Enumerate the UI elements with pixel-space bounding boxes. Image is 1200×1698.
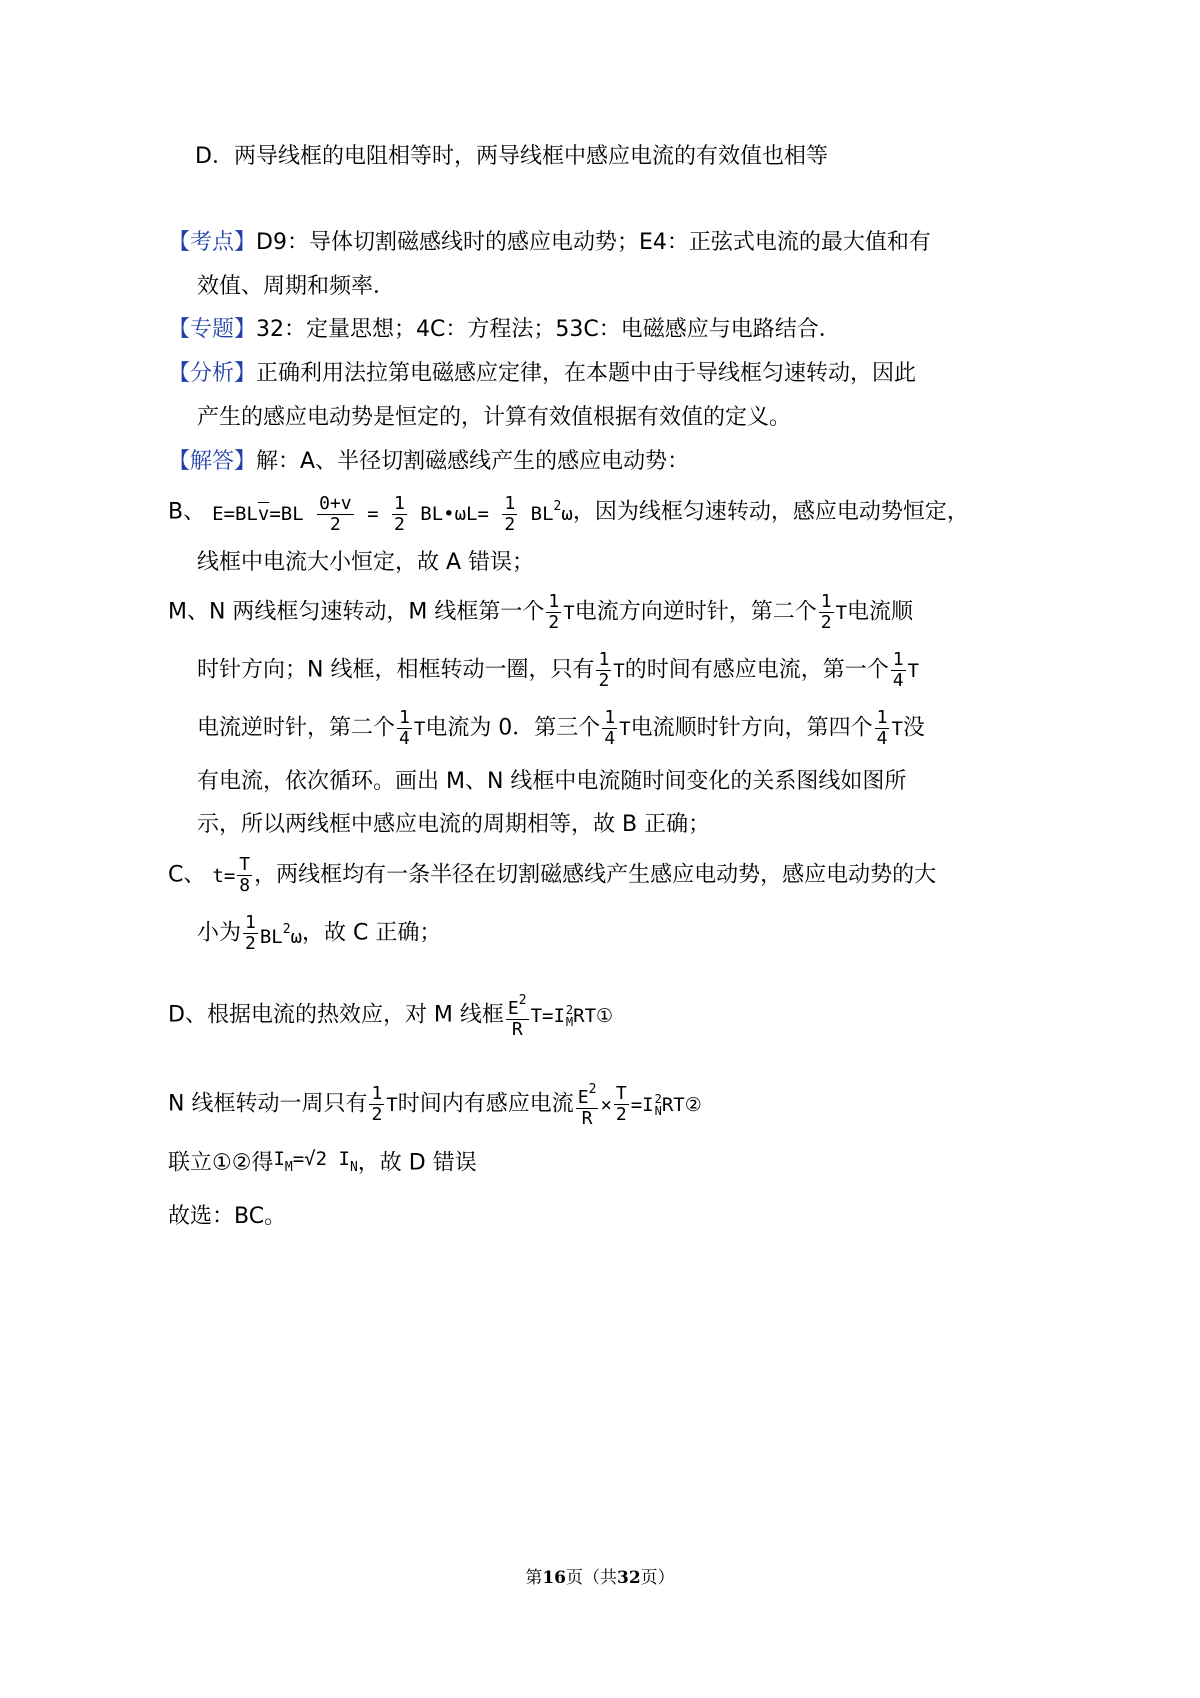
fraction: $\frac{T}{2}$ (615, 1083, 627, 1125)
kaodian-tag: 【考点】 (168, 230, 257, 255)
jieda-line (168, 445, 689, 479)
m-line2: 时针方向；N 线框，相框转动一圈，只有 $\frac{1}{2}$ T的时间有感应电流，第一个 $\frac{1}{4}$ T (197, 649, 920, 691)
c-line2: 小为 $\frac{1}{2}$ $BL^2\omega$，故 C 正确； (197, 912, 442, 954)
fraction: $\frac{E^2}{R}$ (577, 1082, 597, 1129)
fraction-half: $\frac{1}{2}$ (820, 591, 832, 633)
b-line2: 线框中电流大小恒定，故 A 错误； (197, 550, 535, 575)
jieda-text: 解：A、半径切割磁感线产生的感应电动势： (256, 449, 690, 474)
m-line3: 电流逆时针，第二个 $\frac{1}{4}$ T电流为 0．第三个 $\frac{1}{4}$ T电流顺时针方向，第四个 $\frac{1}{4}$ T没 (197, 707, 925, 749)
fraction-half: $\frac{1}{2}$ (371, 1083, 383, 1125)
m-line1: M、N 两线框匀速转动，M 线框第一个 $\frac{1}{2}$ T电流方向逆时针，第二个 $\frac{1}{2}$ T电流顺 (168, 591, 914, 633)
fenxi-text1: 正确利用法拉第电磁感应定律，在本题中由于导线框匀速转动，因此 (256, 361, 917, 386)
b-prefix: B、 (168, 499, 206, 525)
option-d: D．两导线框的电阻相等时，两导线框中感应电流的有效值也相等 (195, 144, 828, 169)
fraction: $\frac{1}{2}$ (245, 912, 256, 954)
kaodian-line1 (168, 226, 931, 260)
m-line5: 示，所以两线框中感应电流的周期相等，故 B 正确； (197, 812, 711, 837)
fraction: $\frac{1}{2}$ (393, 493, 405, 535)
fraction: $\frac{T}{8}$ (239, 854, 251, 896)
fraction-quarter: $\frac{1}{4}$ (876, 707, 888, 749)
fraction-quarter: $\frac{1}{4}$ (604, 707, 616, 749)
fraction-half: $\frac{1}{2}$ (548, 591, 560, 633)
m-line4: 有电流，依次循环。画出 M、N 线框中电流随时间变化的关系图线如图所 (197, 769, 907, 794)
fraction: $\frac{E^2}{R}$ (507, 993, 527, 1040)
b-equation: $E=BL\overline{v}=BL$ $\frac{0+v}{2}$ = $\frac{1}{2}$ BL•ωL= $\frac{1}{2}$ $BL^2\omega$ (212, 493, 573, 535)
fenxi-tag: 【分析】 (168, 361, 257, 386)
zhuanti-line (168, 313, 841, 347)
zhuanti-text: 32：定量思想；4C：方程法；53C：电磁感应与电路结合． (256, 317, 841, 342)
zhuanti-tag: 【专题】 (168, 317, 257, 342)
kaodian-text1: D9：导体切割磁感线时的感应电动势；E4：正弦式电流的最大值和有 (256, 230, 931, 255)
kaodian-line2: 效值、周期和频率． (197, 274, 396, 299)
b-after: ，因为线框匀速转动，感应电动势恒定， (572, 499, 969, 525)
jieda-tag: 【解答】 (168, 449, 257, 474)
fraction: $\frac{0+v}{2}$ (319, 493, 352, 535)
d-line: D、根据电流的热效应，对 M 线框 $\frac{E^2}{R}$ T=I 2 M RT① (168, 993, 614, 1040)
n-line: N 线框转动一周只有 $\frac{1}{2}$ T时间内有感应电流 $\frac{E^2}{R}$ × $\frac{T}{2}$ =I 2 N RT② (168, 1082, 702, 1129)
fraction: $\frac{1}{2}$ (504, 493, 516, 535)
b-line1 (168, 490, 969, 535)
answer-line: 故选：BC。 (168, 1204, 287, 1229)
fenxi-line1 (168, 357, 916, 391)
lianli-line: 联立①②得$I_M=√2$ $I_N$，故 D 错误 (168, 1148, 477, 1176)
fraction-quarter: $\frac{1}{4}$ (399, 707, 410, 749)
fraction-half: $\frac{1}{2}$ (598, 649, 610, 691)
c-line1: C、 t= $\frac{T}{8}$ ，两线框均有一条半径在切割磁感线产生感应电动势，感应电动势的大 (168, 854, 937, 896)
page-footer: 第16页（共32页） (525, 1568, 675, 1588)
fraction-quarter: $\frac{1}{4}$ (892, 649, 904, 691)
fenxi-line2: 产生的感应电动势是恒定的，计算有效值根据有效值的定义。 (197, 405, 792, 430)
